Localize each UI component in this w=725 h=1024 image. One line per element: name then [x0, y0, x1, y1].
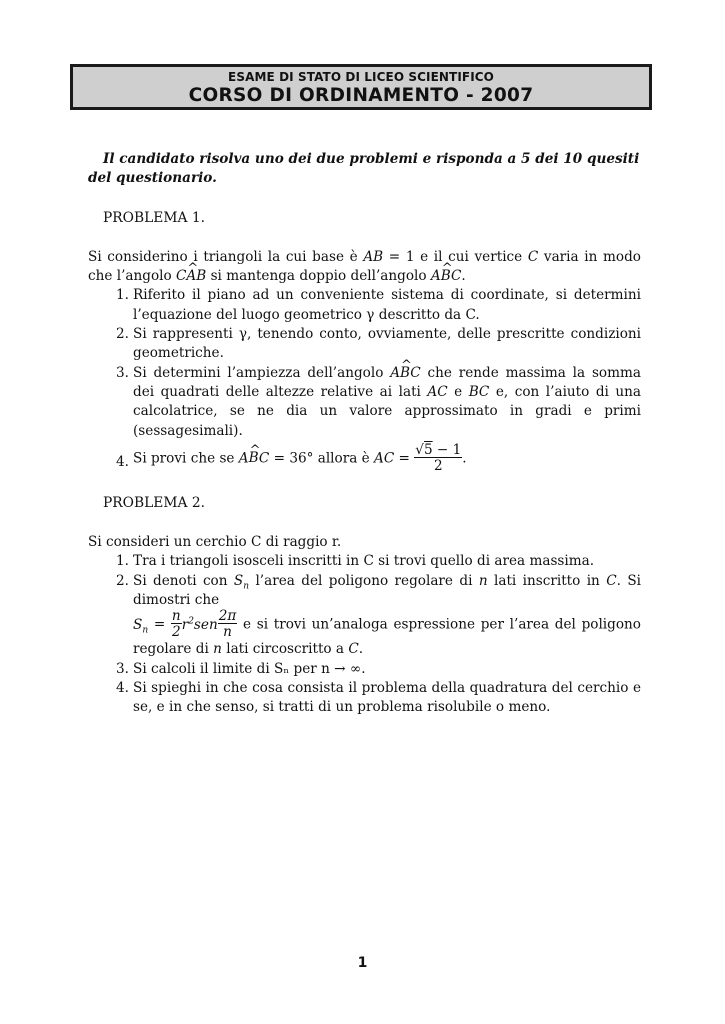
exam-header-box	[70, 64, 652, 110]
problem2-list	[88, 552, 641, 717]
list-item: 1. Tra i triangoli isosceli inscritti in C si trovi quello di area massima.	[116, 553, 595, 570]
problem1-list	[88, 286, 641, 473]
problem2-statement: Si consideri un cerchio C di raggio r. 1. Tra i triangoli isosceli inscritti in C si trovi quello di area massima. 2. Si denoti con $S_n$ l’area del poligono regolare di n lati inscritto in C. Si dimostri che $S_n$ = $\frac{n}{2}$ $r^2sen$ $\frac{2\pi}{n}$ e si trovi un’analoga espressione per l’area del poligono regolare di n lati circoscritto a C. 3. Si calcoli il limite di Sₙ per n → ∞. 4. Si spieghi in che cosa consista il problema della quadratura del cerchio e se, e in che senso, si tratti di un problema risolubile o meno.	[88, 533, 641, 717]
problem1-title: PROBLEMA 1.	[103, 209, 205, 226]
document-body	[88, 150, 641, 718]
list-item: 2. Si rappresenti γ, tenendo conto, ovviamente, delle prescritte condizioni geometriche.	[116, 326, 641, 362]
golden-ratio-fraction: $\frac{√5 - 1}{2}$	[415, 441, 462, 474]
exam-title-line1: ESAME DI STATO DI LICEO SCIENTIFICO	[228, 70, 494, 84]
problem2-title: PROBLEMA 2.	[103, 494, 205, 511]
list-item: 3. Si calcoli il limite di Sₙ per n → ∞.	[116, 660, 366, 677]
list-item: 4. Si spieghi in che cosa consista il problema della quadratura del cerchio e se, e in che senso, si tratti di un problema risolubile o meno.	[116, 679, 641, 716]
exam-title-line2: CORSO DI ORDINAMENTO - 2007	[188, 85, 534, 106]
page-number: 1	[357, 955, 368, 971]
list-item: 3. Si determini l’ampiezza dell’angolo A^ BC che rende massima la somma dei quadrati delle altezze relative ai lati AC e BC e, con l’aiuto di una calcolatrice, se ne dia un valore approssimato in gradi e primi (sessagesimali).	[88, 364, 641, 441]
list-item: 4. Si provi che se A^ BC = 36° allora è AC = $\frac{√5 - 1}{2}$ .	[88, 444, 641, 474]
problem1-statement: Si considerino i triangoli la cui base è AB = 1 e il cui vertice C varia in modo che l’angolo C^ AB si mantenga doppio dell’angolo A^ BC. 1. Riferito il piano ad un conveniente sistema di coordinate, si determini l’equazione del luogo geometrico γ descritto da C. 2. Si rappresenti γ, tenendo conto, ovviamente, delle prescritte condizioni geometriche. 3. Si determini l’ampiezza dell’angolo A^ BC che rende massima la somma dei quadrati delle altezze relative ai lati AC e BC e, con l’aiuto di una calcolatrice, se ne dia un valore approssimato in gradi e primi (sessagesimali). 4. Si provi che se A^ BC = 36° allora è AC = $\frac{√5 - 1}{2}$ .	[88, 248, 641, 474]
list-item: 1. Riferito il piano ad un conveniente sistema di coordinate, si determini l’equazione del luogo geometrico γ descritto da C.	[116, 287, 641, 323]
list-item: 2. Si denoti con $S_n$ l’area del poligono regolare di n lati inscritto in C. Si dimostri che $S_n$ = $\frac{n}{2}$ $r^2sen$ $\frac{2\pi}{n}$ e si trovi un’analoga espressione per l’area del poligono regolare di n lati circoscritto a C.	[116, 572, 642, 658]
intro-instructions: Il candidato risolva uno dei due problemi e risponda a 5 dei 10 quesiti del questionario.	[88, 151, 640, 187]
